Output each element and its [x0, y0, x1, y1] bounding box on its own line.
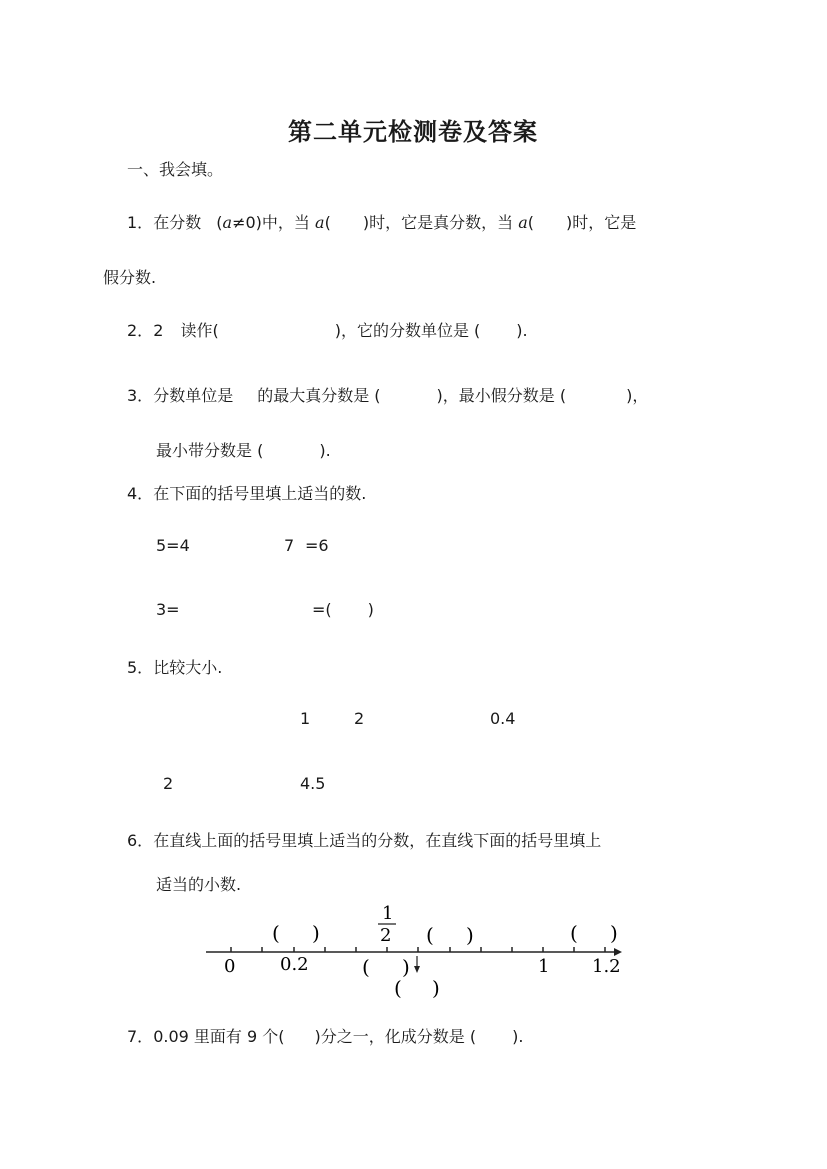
- blank-open: (: [426, 923, 434, 947]
- question-text: )分之一，化成分数是 (: [314, 1027, 477, 1046]
- question-4: [127, 481, 366, 504]
- question-5: [127, 655, 222, 678]
- condition-open: (: [216, 213, 223, 232]
- label-0: 0: [224, 956, 236, 977]
- label-1: 1: [538, 956, 550, 977]
- question-number: 3．: [127, 386, 154, 405]
- blank-close: ): [402, 955, 410, 979]
- question-7: [127, 1024, 523, 1047]
- question-text: 分数单位是: [153, 386, 234, 405]
- mixed-number-whole: 2: [153, 321, 164, 340]
- down-arrow-icon: [414, 966, 420, 973]
- question-text: ).: [516, 321, 528, 340]
- equation-3-eq: 3=: [156, 600, 180, 619]
- question-3-continued: [156, 438, 331, 461]
- label-0-2: 0.2: [280, 954, 309, 975]
- blank-close: ): [610, 921, 618, 945]
- question-3: [127, 383, 648, 406]
- label-1-2: 1.2: [592, 956, 621, 977]
- arrow-head-icon: [614, 948, 622, 956]
- equation-5-eq-4: 5=4: [156, 536, 190, 555]
- question-number: 7．: [127, 1027, 154, 1046]
- question-number: 5．: [127, 658, 154, 677]
- variable-a: a: [518, 213, 528, 232]
- question-text: 中，当: [261, 213, 310, 232]
- question-text: 在下面的括号里填上适当的数.: [153, 484, 367, 503]
- blank-close: ): [432, 976, 440, 1000]
- question-number: 6．: [127, 831, 154, 850]
- number-line-figure: [200, 900, 630, 1005]
- blank-open: (: [272, 921, 280, 945]
- blank-open: (: [394, 976, 402, 1000]
- question-text: 在直线上面的括号里填上适当的分数，在直线下面的括号里填上: [153, 831, 602, 850]
- question-text: 比较大小.: [153, 658, 223, 677]
- question-text: 的最大真分数是 (: [257, 386, 381, 405]
- question-6: [127, 828, 601, 851]
- equation-eq-6: =6: [305, 536, 329, 555]
- compare-value: 4.5: [300, 774, 326, 793]
- question-text: 在分数: [153, 213, 202, 232]
- question-1: [127, 210, 636, 233]
- fraction-numerator: 1: [382, 903, 394, 924]
- question-2: [127, 318, 528, 341]
- fraction-denominator: 2: [380, 925, 392, 946]
- question-text: 时，它是真分数，当: [369, 213, 514, 232]
- equation-7-whole: 7: [284, 536, 295, 555]
- compare-value: 0.4: [490, 709, 516, 728]
- question-text: ).: [512, 1027, 524, 1046]
- blank-open: (: [570, 921, 578, 945]
- variable-a: a: [315, 213, 325, 232]
- question-number: 1．: [127, 213, 154, 232]
- question-1-continued: 假分数.: [103, 268, 157, 287]
- question-text: 时，它是: [572, 213, 637, 232]
- blank-close: ): [312, 921, 320, 945]
- answer-blank[interactable]: ( ): [324, 213, 370, 232]
- compare-value: 2: [163, 774, 174, 793]
- page-title: 第二单元检测卷及答案: [288, 118, 538, 146]
- question-text: 0.09 里面有 9 个(: [153, 1027, 285, 1046]
- blank-open: (: [362, 955, 370, 979]
- blank-close: ): [466, 923, 474, 947]
- variable-a: a: [222, 213, 233, 232]
- question-text: 最小带分数是 (: [156, 441, 264, 460]
- equation-blank: =( ): [312, 600, 374, 619]
- answer-blank[interactable]: ( ): [527, 213, 573, 232]
- condition-rest: ≠0): [232, 213, 262, 232]
- section-heading: 一、我会填。: [127, 160, 224, 179]
- question-6-continued: 适当的小数.: [156, 875, 242, 894]
- question-text: )，: [626, 386, 649, 405]
- compare-value: 1: [300, 709, 311, 728]
- question-number: 2．: [127, 321, 154, 340]
- question-text: ).: [319, 441, 331, 460]
- question-text: 读作(: [180, 321, 219, 340]
- question-number: 4．: [127, 484, 154, 503]
- question-text: )，最小假分数是 (: [436, 386, 567, 405]
- compare-value: 2: [354, 709, 365, 728]
- question-text: )，它的分数单位是 (: [334, 321, 481, 340]
